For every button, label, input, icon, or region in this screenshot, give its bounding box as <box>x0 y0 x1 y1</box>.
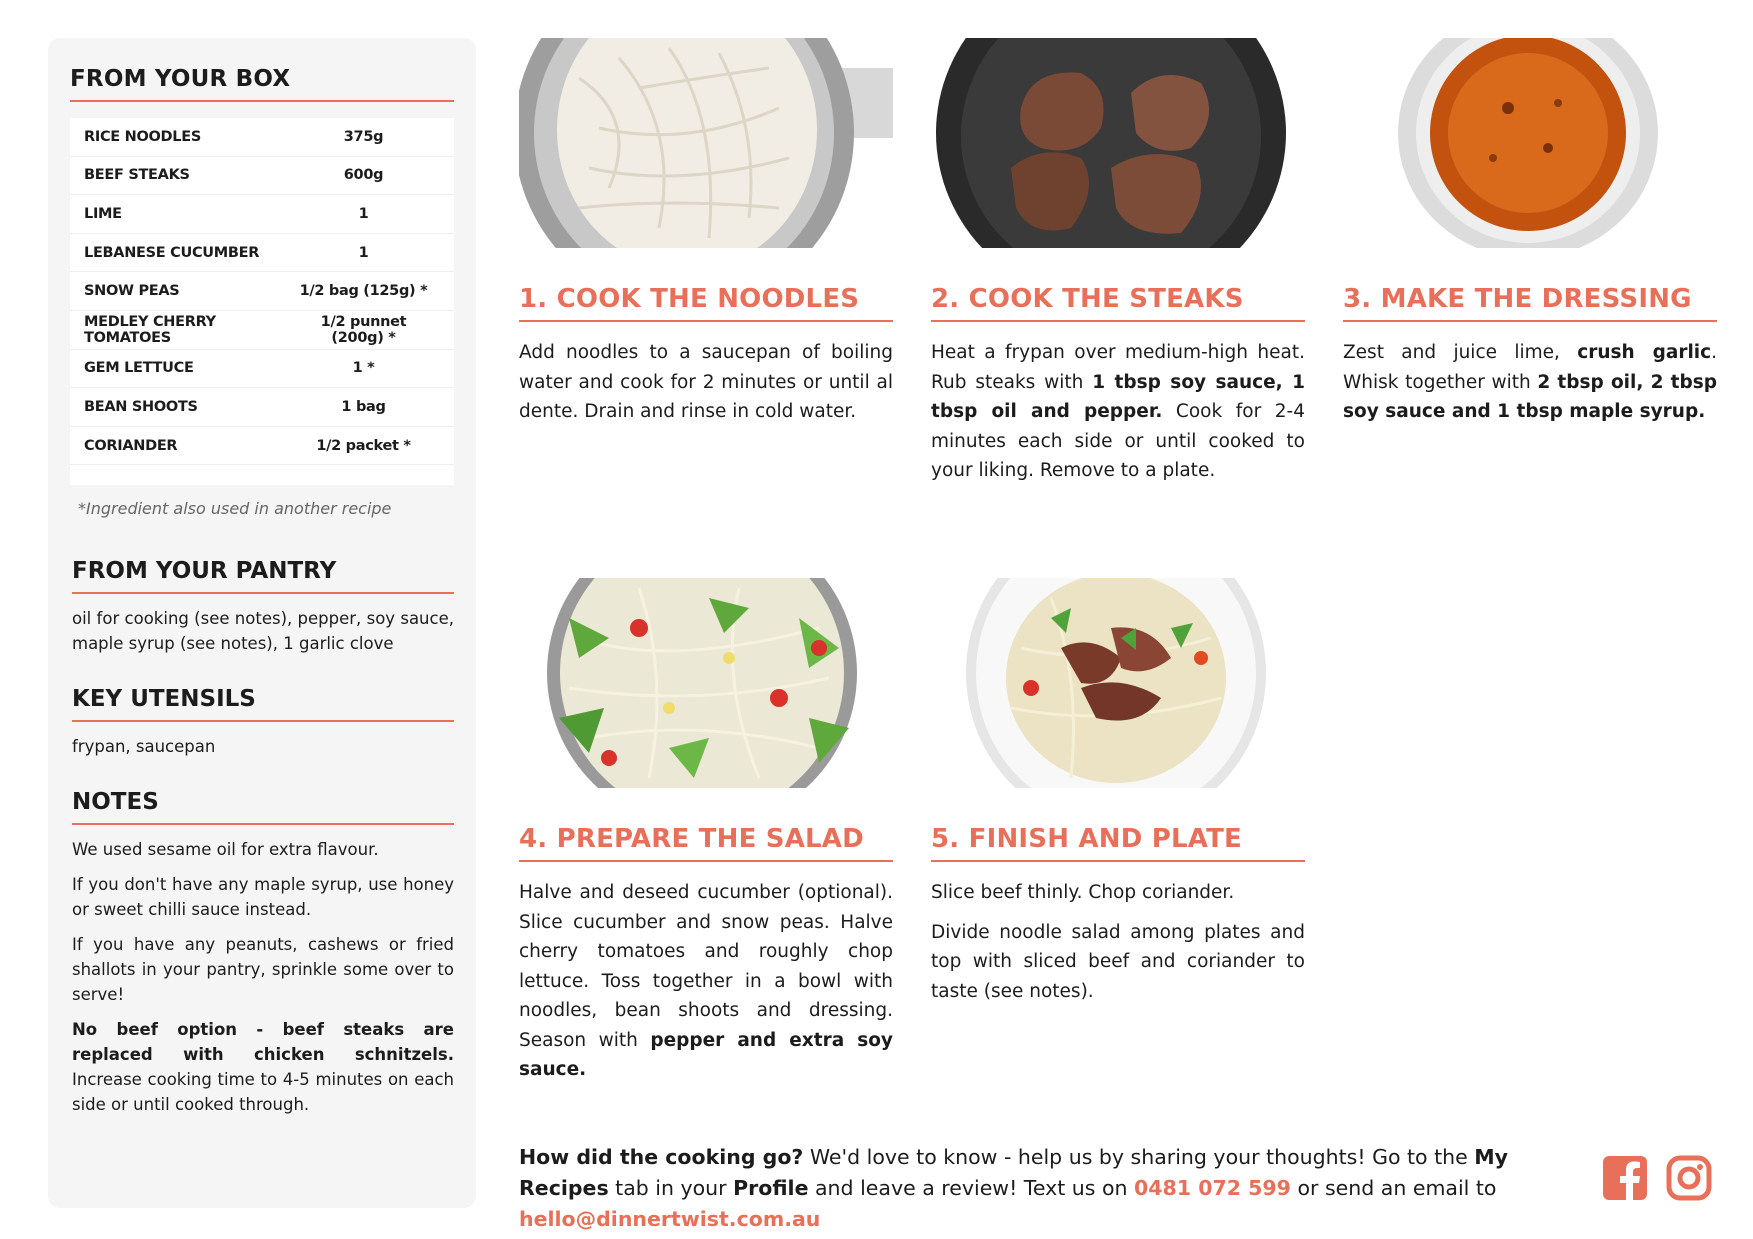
step-1-title: 1. COOK THE NOODLES <box>519 284 893 322</box>
step-2-title: 2. COOK THE STEAKS <box>931 284 1305 322</box>
key-utensils-title: KEY UTENSILS <box>72 686 454 722</box>
ingredient-qty: 1 * <box>352 360 375 377</box>
footer-bold: How did the cooking go? <box>519 1145 804 1169</box>
salad-photo <box>519 578 893 788</box>
step-4 <box>519 578 893 1085</box>
footer-text: and leave a review! Text us on <box>808 1176 1135 1200</box>
ingredient-name: RICE NOODLES <box>84 128 201 145</box>
ingredient-qty: 600g <box>343 167 384 184</box>
ingredient-row <box>70 427 454 466</box>
step-1 <box>519 38 893 427</box>
ingredient-qty: 1 <box>358 205 369 222</box>
footer-text: or send an email to <box>1290 1176 1497 1200</box>
ingredient-name: BEAN SHOOTS <box>84 398 198 415</box>
ingredient-name: LIME <box>84 205 122 222</box>
footer-bold: My Recipes <box>519 1145 1509 1200</box>
ingredient-name: CORIANDER <box>84 437 178 454</box>
step-4-title: 4. PREPARE THE SALAD <box>519 824 893 862</box>
dressing-photo <box>1343 38 1717 248</box>
step-2-bold: 1 tbsp soy sauce, 1 tbsp oil and pepper. <box>931 371 1305 422</box>
step-3-text-part: . Whisk together with <box>1343 342 1717 393</box>
footer-bold: Profile <box>733 1176 809 1200</box>
ingredient-qty: 1 <box>358 244 369 261</box>
step-5-title: 5. FINISH AND PLATE <box>931 824 1305 862</box>
ingredient-row <box>70 195 454 234</box>
utensils-text: frypan, saucepan <box>72 737 216 757</box>
step-4-text <box>519 878 893 1085</box>
from-your-pantry-title: FROM YOUR PANTRY <box>72 558 454 594</box>
ingredient-name: LEBANESE CUCUMBER <box>84 244 260 261</box>
notes-title: NOTES <box>72 789 454 825</box>
step-3-bold: 2 tbsp oil, 2 tbsp soy sauce and 1 tbsp maple syrup. <box>1343 371 1717 422</box>
step-5-text <box>931 878 1305 1006</box>
note-text: Increase cooking time to 4-5 minutes on each side or until cooked through. <box>72 1070 454 1115</box>
ingredient-qty: 1/2 punnet (200g) * <box>320 313 407 346</box>
step-5 <box>931 578 1305 1006</box>
review-footer <box>519 1142 1579 1235</box>
ingredient-name: MEDLEY CHERRY TOMATOES <box>84 313 216 346</box>
ingredients-sidebar <box>48 38 476 1208</box>
ingredient-row <box>70 350 454 389</box>
step-5-paragraph: Slice beef thinly. Chop coriander. <box>931 882 1235 903</box>
ingredient-qty: 1/2 packet * <box>316 437 411 454</box>
footer-text: tab in your <box>608 1176 734 1200</box>
steaks-photo <box>931 38 1305 248</box>
step-3-text-part: Zest and juice lime, <box>1343 342 1578 363</box>
ingredient-qty: 375g <box>343 128 384 145</box>
ingredient-footnote: *Ingredient also used in another recipe <box>78 499 392 519</box>
phone-link[interactable]: 0481 072 599 <box>1134 1176 1291 1200</box>
social-icons <box>1602 1155 1712 1201</box>
facebook-icon[interactable] <box>1602 1155 1648 1201</box>
noodles-photo <box>519 38 893 248</box>
step-3-bold: crush garlic <box>1577 342 1712 363</box>
step-1-text: Add noodles to a saucepan of boiling water and cook for 2 minutes or until al dente. Drain and rinse in cold water. <box>519 342 893 422</box>
step-5-paragraph: Divide noodle salad among plates and top with sliced beef and coriander to taste (see notes). <box>931 921 1305 1002</box>
ingredient-name: SNOW PEAS <box>84 283 180 300</box>
step-4-text-part: Halve and deseed cucumber (optional). Slice cucumber and snow peas. Halve cherry tomatoes and roughly chop lettuce. Toss together in a bowl with noodles, bean shoots and dressing. Season with <box>519 882 893 1051</box>
ingredient-row <box>70 157 454 196</box>
note-paragraph: If you don't have any maple syrup, use honey or sweet chilli sauce instead. <box>72 875 454 920</box>
ingredient-qty: 1/2 bag (125g) * <box>299 283 428 300</box>
step-2 <box>931 38 1305 486</box>
step-4-bold: pepper and extra soy sauce. <box>519 1029 893 1080</box>
ingredient-row <box>70 118 454 157</box>
ingredient-row <box>70 388 454 427</box>
note-paragraph <box>72 1017 454 1117</box>
ingredient-row <box>70 272 454 311</box>
step-3-title: 3. MAKE THE DRESSING <box>1343 284 1717 322</box>
ingredient-table <box>70 118 454 485</box>
step-2-text-part: Cook for 2-4 minutes each side or until cooked to your liking. Remove to a plate. <box>931 401 1305 481</box>
note-bold-text: No beef option - beef steaks are replaced with chicken schnitzels. <box>72 1020 454 1065</box>
step-3-text <box>1343 338 1717 427</box>
email-link[interactable]: hello@dinnertwist.com.au <box>519 1207 821 1231</box>
step-2-text-part: Heat a frypan over medium-high heat. Rub steaks with <box>931 342 1305 393</box>
ingredient-name: GEM LETTUCE <box>84 360 194 377</box>
ingredient-row <box>70 311 454 350</box>
note-paragraph: We used sesame oil for extra flavour. <box>72 840 379 860</box>
ingredient-row <box>70 234 454 273</box>
step-3 <box>1343 38 1717 427</box>
from-your-box-title: FROM YOUR BOX <box>70 66 454 102</box>
step-2-text <box>931 338 1305 486</box>
instagram-icon[interactable] <box>1666 1155 1712 1201</box>
note-paragraph: If you have any peanuts, cashews or fried shallots in your pantry, sprinkle some over to serve! <box>72 935 454 1005</box>
ingredient-name: BEEF STEAKS <box>84 167 190 184</box>
pantry-text: oil for cooking (see notes), pepper, soy sauce, maple syrup (see notes), 1 garlic clove <box>72 609 454 654</box>
footer-text: We'd love to know - help us by sharing your thoughts! Go to the <box>803 1145 1475 1169</box>
plated-dish-photo <box>931 578 1305 788</box>
ingredient-qty: 1 bag <box>341 398 386 415</box>
